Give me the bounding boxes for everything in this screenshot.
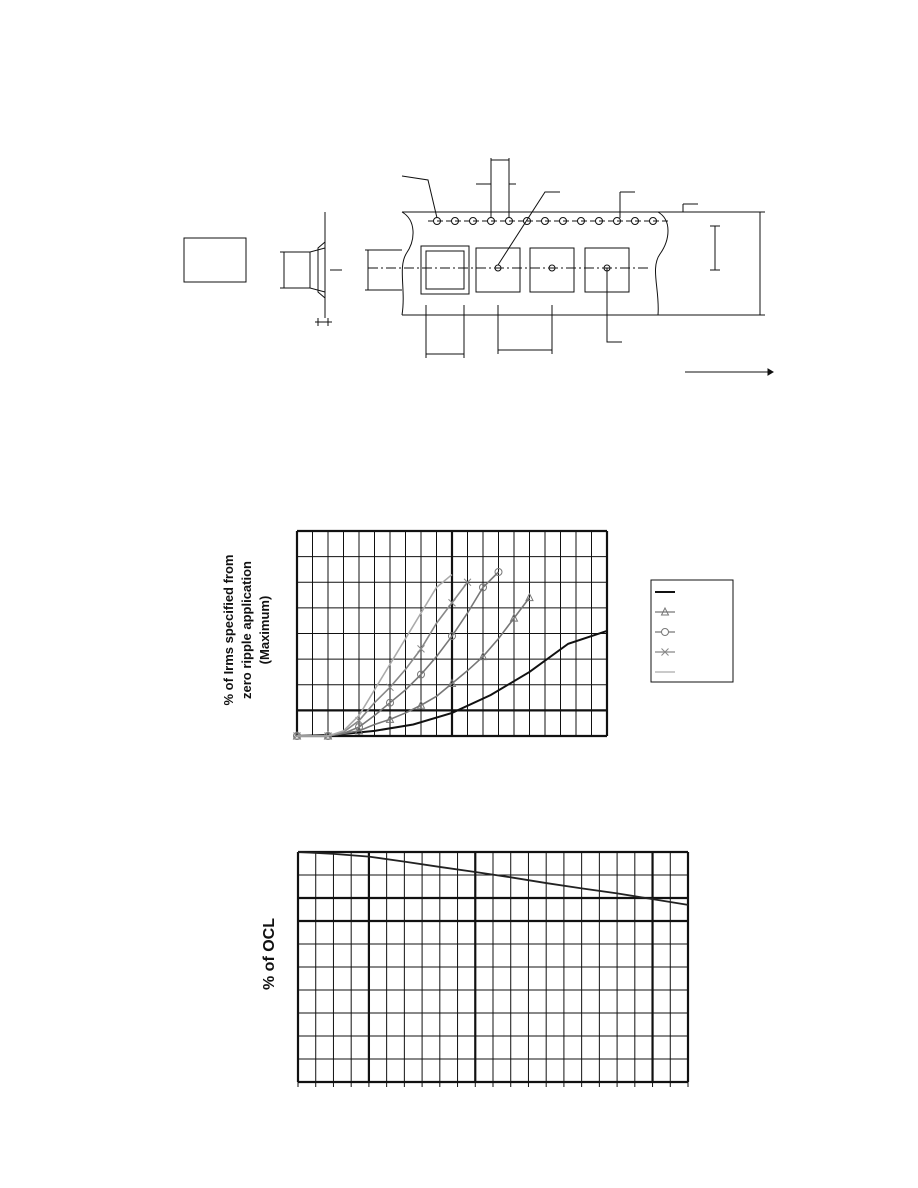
chart1-series-line <box>297 598 530 736</box>
tape-reel-svg <box>170 150 780 380</box>
ripple-chart-svg <box>200 515 760 775</box>
chart1-grid <box>297 531 607 736</box>
ocl-chart <box>240 838 710 1098</box>
chart1-ylabel-line1: % of Irms specified from <box>221 554 236 706</box>
ocl-chart-svg <box>240 838 710 1098</box>
component-box <box>184 238 246 282</box>
tape-side-profile <box>280 212 342 326</box>
chart2-grid <box>298 852 688 1087</box>
tape-reel-drawing <box>170 150 780 380</box>
tape-outline <box>402 212 765 315</box>
ripple-current-chart <box>200 515 760 775</box>
tape-pockets <box>368 246 648 294</box>
chart1-legend <box>651 580 733 682</box>
chart2-ylabel: % of OCL <box>261 918 278 990</box>
chart1-ylabel-line2: zero ripple application <box>239 561 254 699</box>
chart1-ylabel-line3: (Maximum) <box>257 595 272 665</box>
chart1-legend-marker <box>662 629 669 636</box>
chart1-series <box>294 569 608 740</box>
sprocket-holes <box>428 218 668 225</box>
